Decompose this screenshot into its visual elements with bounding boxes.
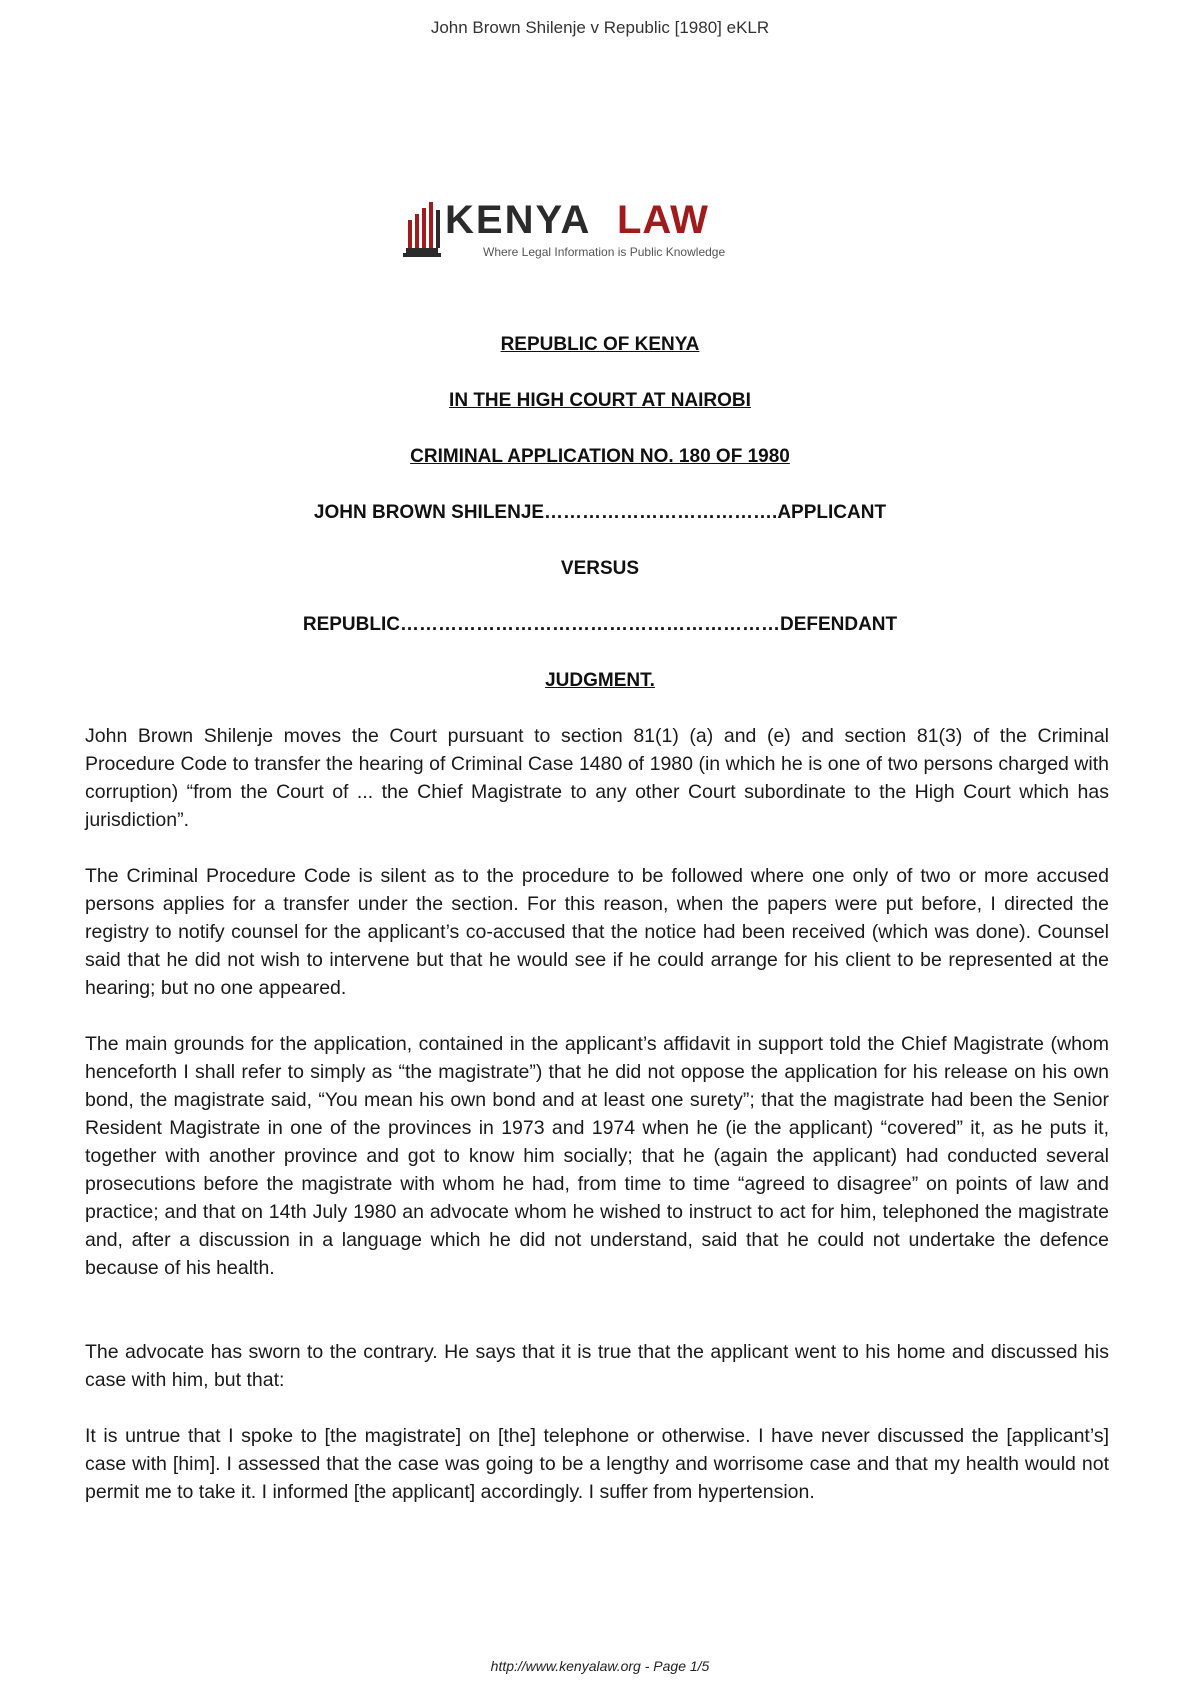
paragraph: The Criminal Procedure Code is silent as to the procedure to be followed where one only of two or more accused persons applies for a transfer under the section. For this reason, when the papers were put before, I directed the registry to notify counsel for the applicant’s co-accused that the notice had been received (which was done). Counsel said that he did not wish to intervene but that he would see if he could arrange for his client to be represented at the hearing; but no one appeared. bbox=[85, 865, 1109, 999]
heading-applicant: JOHN BROWN SHILENJE……………………………….APPLICANT bbox=[313, 502, 887, 523]
running-header: John Brown Shilenje v Republic [1980] eKLR bbox=[430, 18, 770, 37]
logo-word-law: LAW bbox=[617, 198, 709, 242]
heading-versus: VERSUS bbox=[560, 558, 640, 579]
paragraph: It is untrue that I spoke to [the magistrate] on [the] telephone or otherwise. I have never discussed the [applicant’s] case with [him]. I assessed that the case was going to be a lengthy and worrisome case and that my health would not permit me to take it. I informed [the applicant] accordingly. I suffer from hypertension. bbox=[85, 1425, 1109, 1503]
logo-word-kenya: KENYA bbox=[445, 198, 592, 242]
heading-court: IN THE HIGH COURT AT NAIROBI bbox=[449, 390, 751, 411]
page-footer: http://www.kenyalaw.org - Page 1/5 bbox=[490, 1658, 710, 1674]
courthouse-pillars-icon bbox=[400, 196, 442, 260]
paragraph: John Brown Shilenje moves the Court pursuant to section 81(1) (a) and (e) and section 81(3) of the Criminal Procedure Code to transfer the hearing of Criminal Case 1480 of 1980 (in which he is one of two persons charged with corruption) “from the Court of ... the Chief Magistrate to any other Court subordinate to the High Court which has jurisdiction”. bbox=[85, 725, 1109, 831]
logo-tagline: Where Legal Information is Public Knowledge bbox=[483, 245, 726, 259]
heading-judgment: JUDGMENT. bbox=[545, 670, 655, 691]
heading-defendant: REPUBLIC……………………………………………………DEFENDANT bbox=[302, 614, 898, 635]
paragraph: The main grounds for the application, contained in the applicant’s affidavit in support told the Chief Magistrate (whom henceforth I shall refer to simply as “the magistrate”) that he did not oppose the application for his release on his own bond, the magistrate said, “You mean his own bond and at least one surety”; that the magistrate had been the Senior Resident Magistrate in one of the provinces in 1973 and 1974 when he (ie the applicant) “covered” it, as he puts it, together with another province and got to know him socially; that he (again the applicant) had conducted several prosecutions before the magistrate with whom he had, from time to time “agreed to disagree” on points of law and practice; and that on 14th July 1980 an advocate whom he wished to instruct to act for him, telephoned the magistrate and, after a discussion in a language which he did not understand, said that he could not undertake the defence because of his health. bbox=[85, 1033, 1109, 1279]
heading-republic: REPUBLIC OF KENYA bbox=[500, 334, 700, 355]
kenya-law-logo bbox=[400, 196, 730, 266]
paragraph: The advocate has sworn to the contrary. He says that it is true that the applicant went to his home and discussed his case with him, but that: bbox=[85, 1341, 1109, 1391]
heading-case-number: CRIMINAL APPLICATION NO. 180 OF 1980 bbox=[410, 446, 790, 467]
